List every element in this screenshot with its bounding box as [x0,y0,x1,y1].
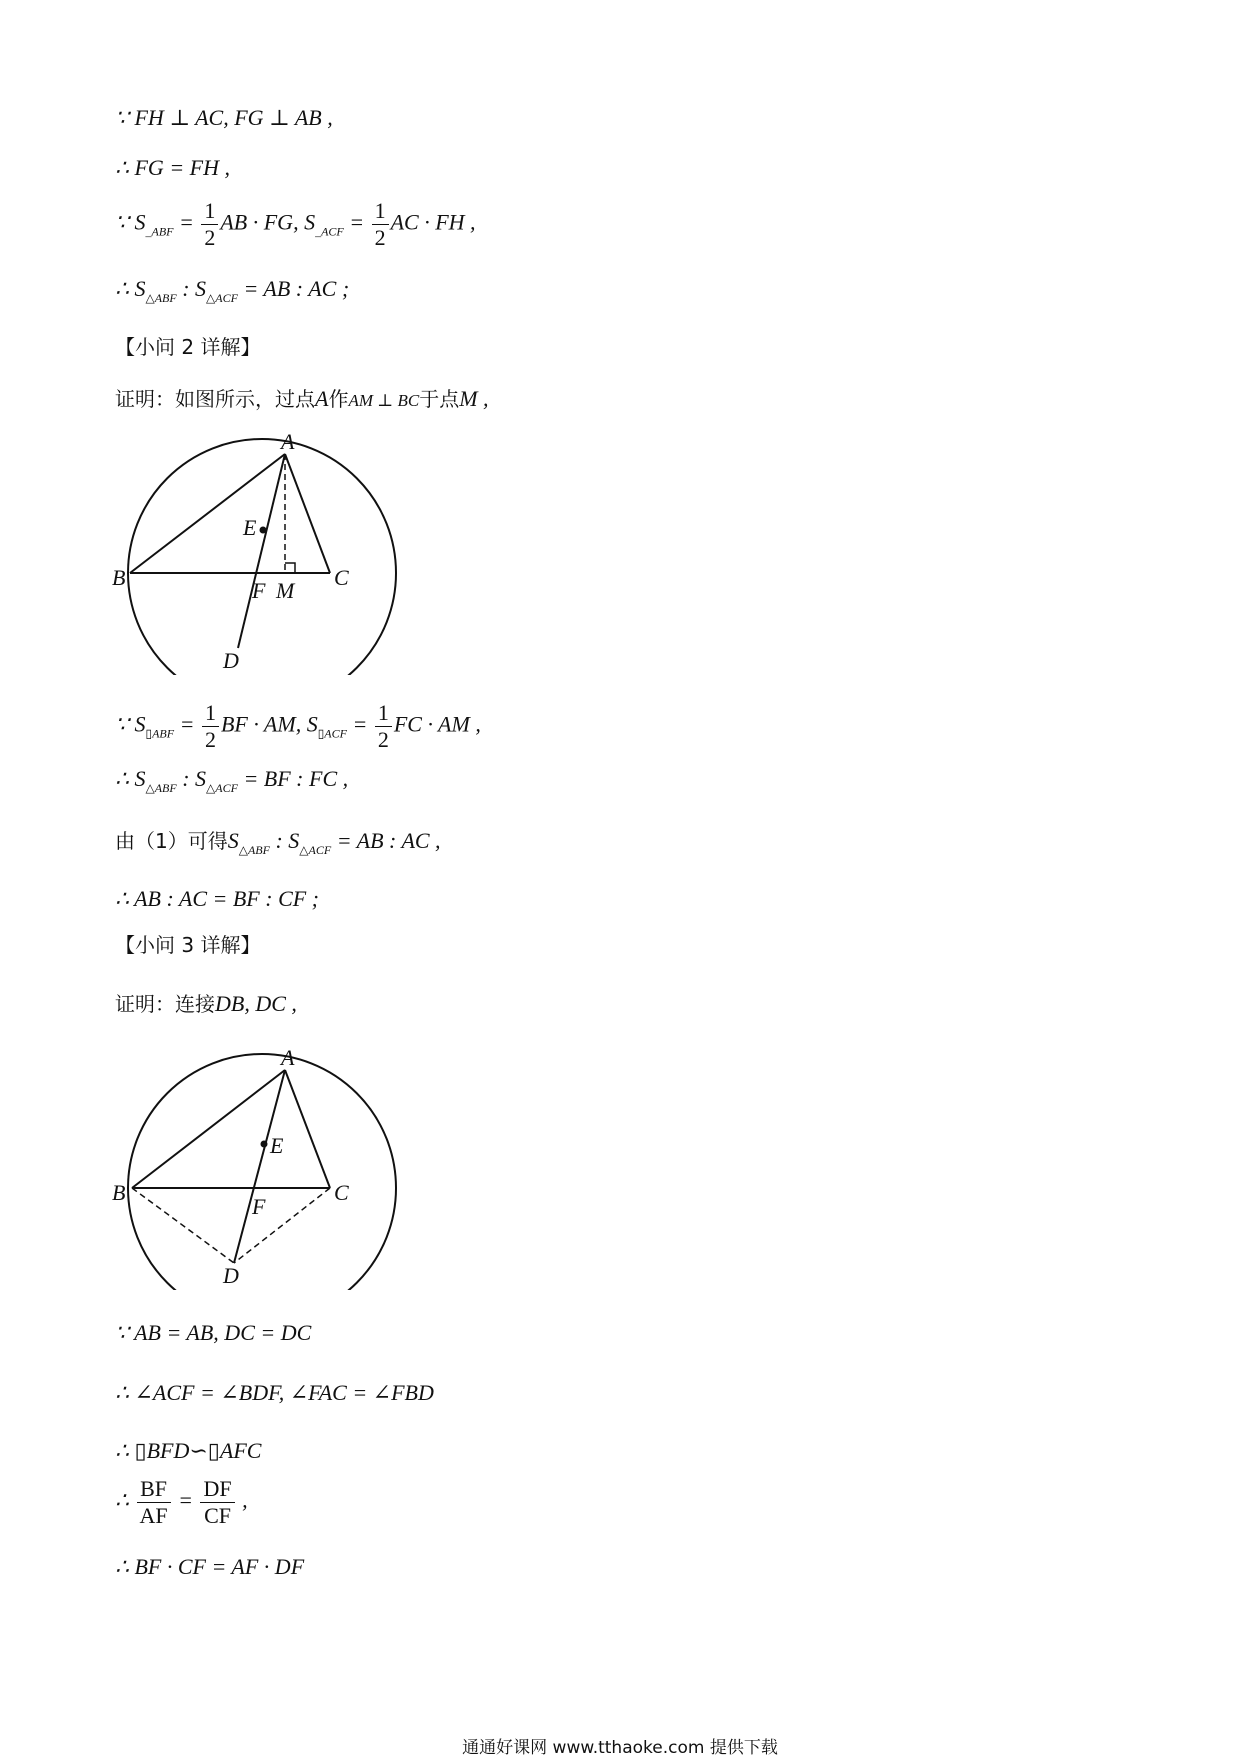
right-angle-mark [285,563,295,573]
section-heading-2: 【小问 2 详解】 [115,335,261,359]
label-a: A [281,1045,295,1070]
circle-figure-2 [110,1040,470,1290]
segment-ad [238,454,285,648]
label-d: D [223,1263,239,1288]
fraction-half: $\frac{1}{2}$ [375,702,392,751]
label-f: F [252,1194,266,1219]
label-e: E [270,1133,284,1158]
circumcircle [128,439,396,675]
segment-db [132,1188,234,1263]
label-a: A [281,429,295,454]
proportion-line: ∴ $\frac{BF}{AF}$ = $\frac{DF}{CF}$ , [115,1476,248,1528]
segment-ab [130,454,285,573]
label-f: F [252,578,266,603]
reason-perpendicular: ∵ FH ⊥ AC, FG ⊥ AB , [115,105,333,130]
segment-dc [234,1188,330,1263]
fraction-df-cf: $\frac{DF}{CF}$ [200,1478,234,1527]
segment-ab [132,1070,285,1188]
fraction-half: $\frac{1}{2}$ [201,200,218,249]
label-d: D [223,648,239,673]
fraction-bf-af: $\frac{BF}{AF}$ [137,1478,171,1527]
fraction-half: $\frac{1}{2}$ [202,702,219,751]
proof-intro-2: 证明：如图所示，过点A作AM ⊥ BC于点M , [115,386,489,411]
area-formulas-line: ∵ $S_{\_ABF}$ = $\frac{1}{2}$ AB · FG, $S_{\_ACF}$ = $\frac{1}{2}$ AC · FH , [115,198,476,250]
conclusion-equal-distances: ∴ FG = FH , [115,155,230,180]
label-b: B [112,565,126,590]
segment-ac [285,454,330,573]
equal-angles-line: ∴ ∠ACF = ∠BDF, ∠FAC = ∠FBD [115,1380,434,1405]
label-c: C [334,565,349,590]
label-m: M [276,578,295,603]
segment-ac [285,1070,330,1188]
section-heading-3: 【小问 3 详解】 [115,933,261,957]
area-ratio-bf-fc: ∴ $S_{\triangle ABF}$ : $S_{\triangle ACF}$ = BF : FC , [115,766,349,795]
area-formulas-line-2: ∵ $S_{▯ABF}$ = $\frac{1}{2}$ BF · AM, $S_{▯ACF}$ = $\frac{1}{2}$ FC · AM , [115,700,481,752]
circle-figure-1 [110,425,470,675]
equal-arcs-line: ∵ AB = AB, DC = DC [115,1320,312,1345]
proof-intro-3: 证明：连接DB, DC , [115,991,297,1016]
label-e: E [243,515,257,540]
final-conclusion: ∴ BF · CF = AF · DF [115,1554,305,1579]
similar-triangles-line: ∴ ▯BFD∽▯AFC [115,1438,262,1463]
segment-ad [234,1070,285,1263]
from-part1-line: 由（1）可得$S_{\triangle ABF}$ : $S_{\triangle ACF}$ = AB : AC , [115,828,441,857]
label-c: C [334,1180,349,1205]
circumcircle [128,1054,396,1290]
ratio-conclusion-2: ∴ AB : AC = BF : CF ; [115,886,320,911]
label-b: B [112,1180,126,1205]
point-e [261,1141,268,1148]
area-ratio-conclusion: ∴ $S_{\triangle ABF}$ : $S_{\triangle ACF}$ = AB : AC ; [115,276,350,305]
fraction-half: $\frac{1}{2}$ [372,200,389,249]
footer-watermark: 通通好课网 www.tthaoke.com 提供下载 [462,1738,778,1758]
point-e [260,527,267,534]
